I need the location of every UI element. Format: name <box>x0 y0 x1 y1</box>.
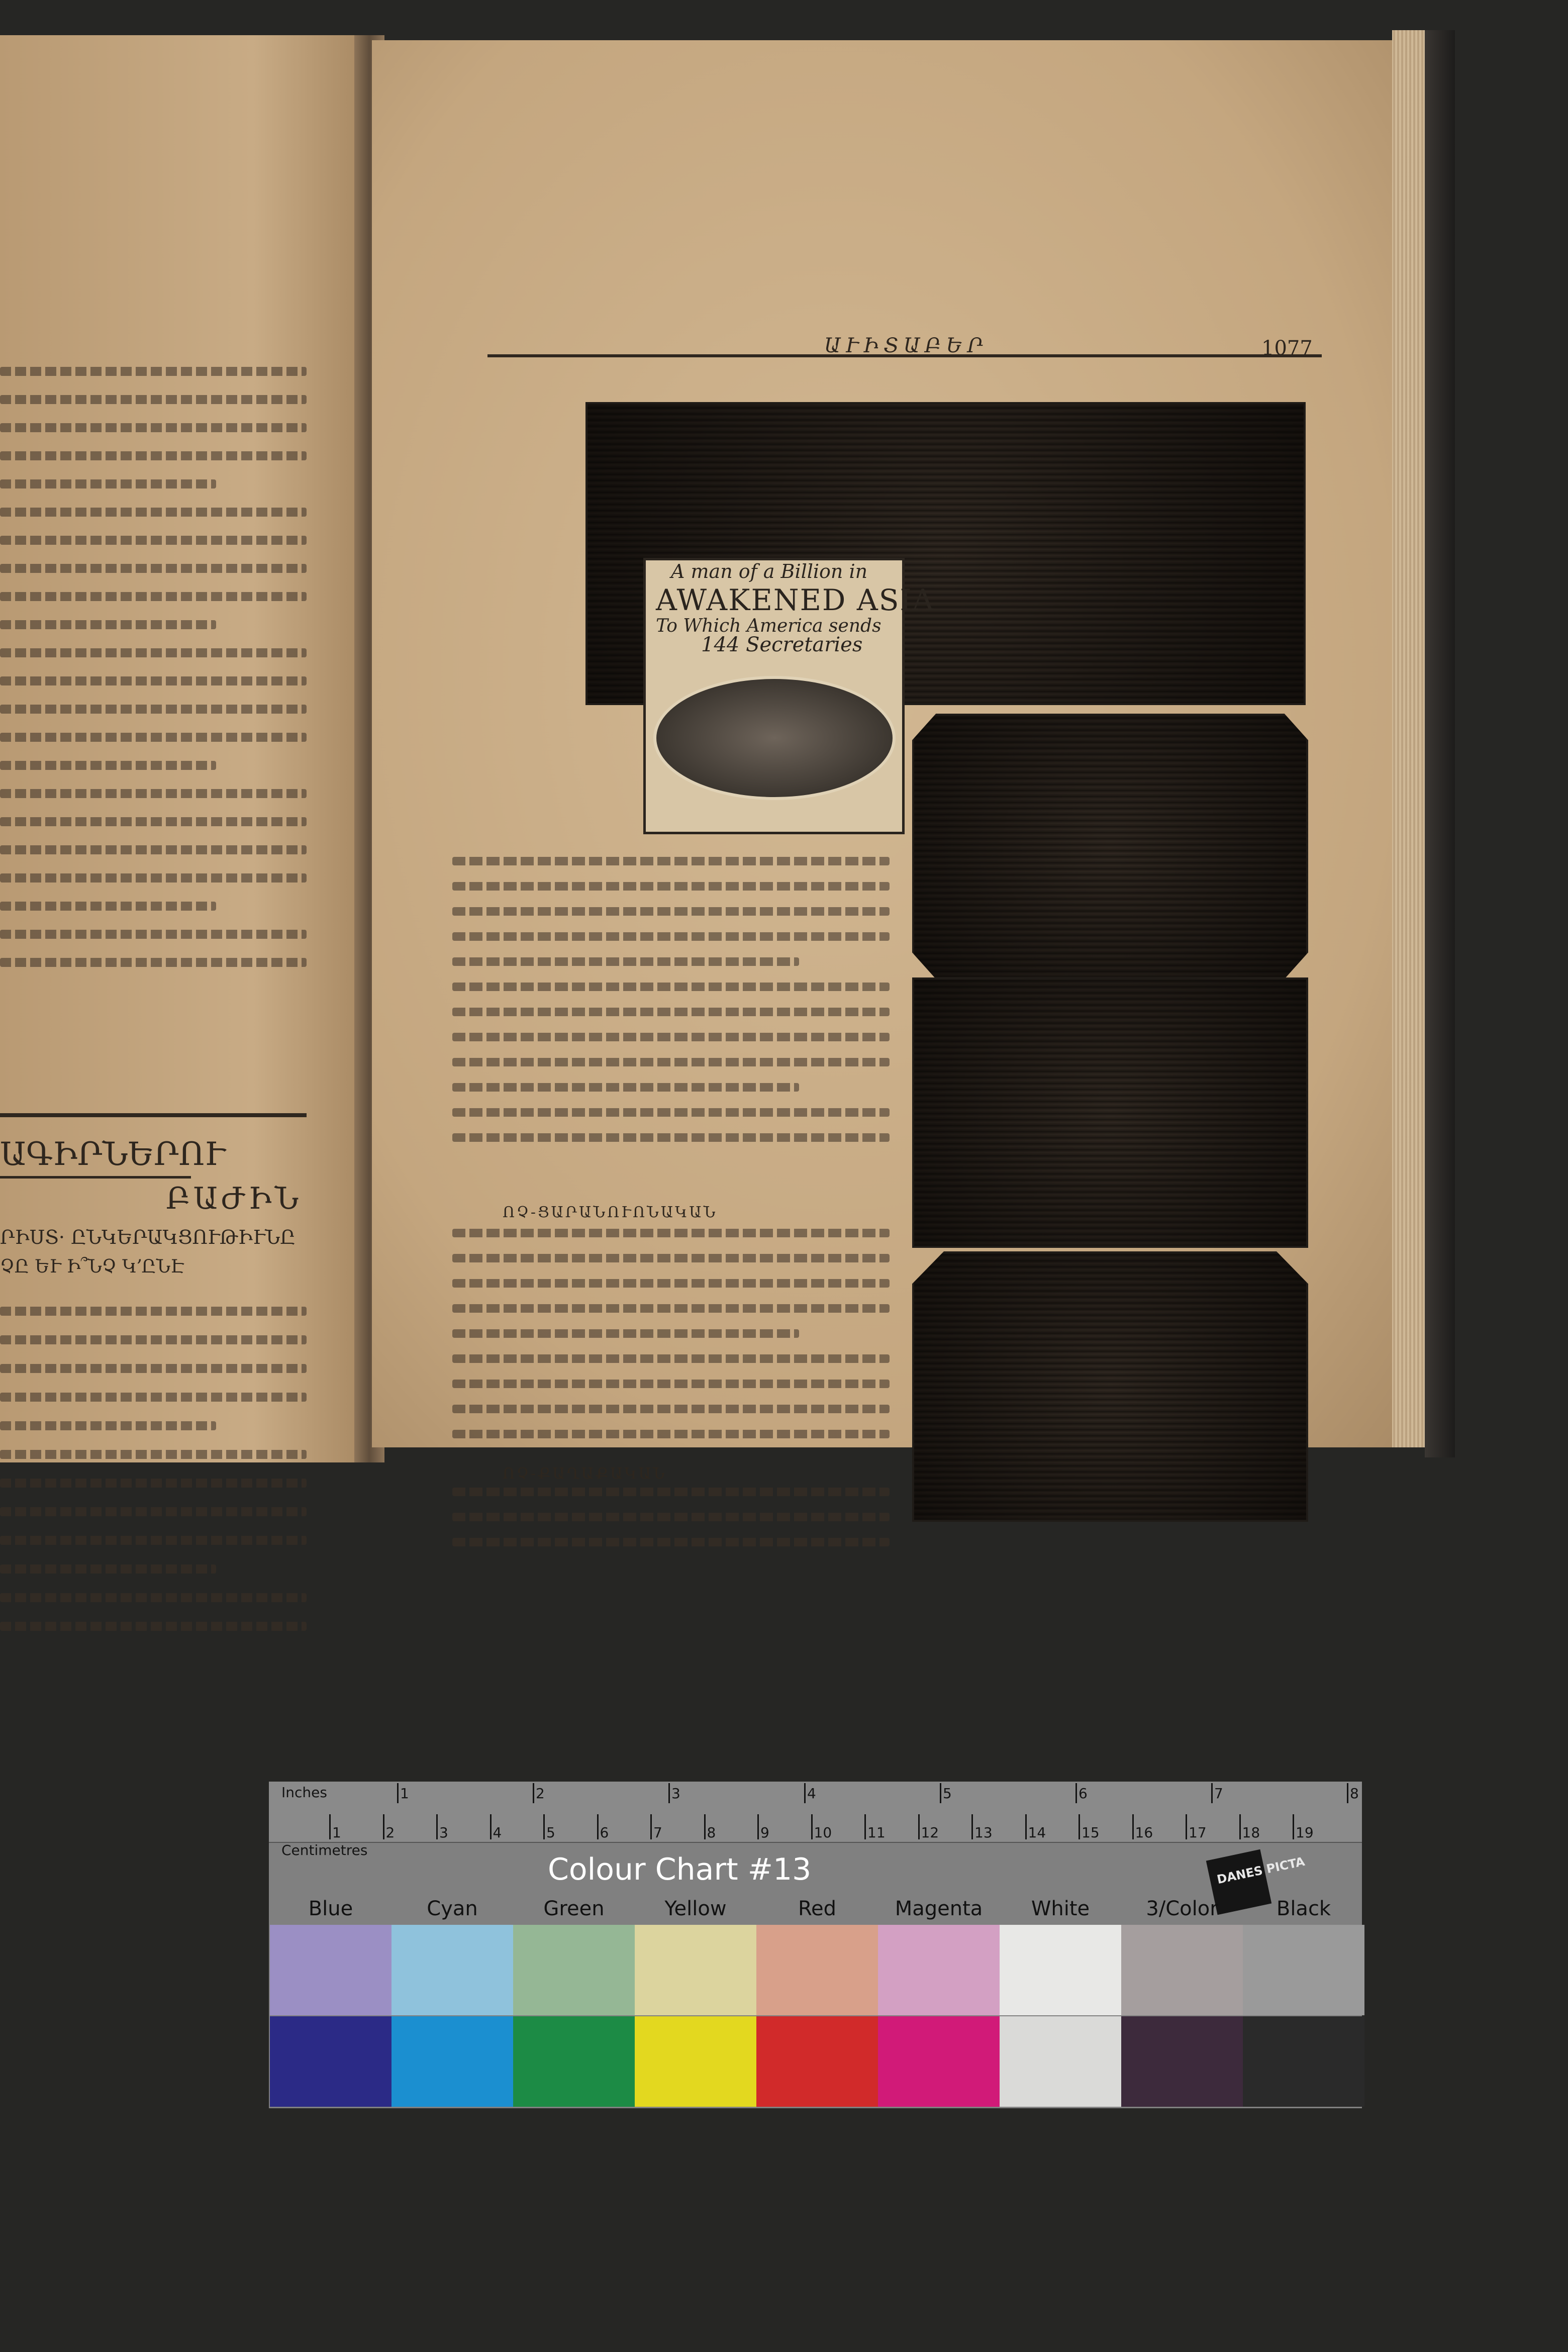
page-edges <box>1392 30 1425 1447</box>
cm-tick <box>918 1814 920 1839</box>
cm-number: 3 <box>439 1824 448 1841</box>
left-text-line <box>0 733 307 742</box>
right-text-line <box>452 1430 890 1438</box>
cm-tick <box>1079 1814 1080 1839</box>
left-text-line <box>0 395 307 404</box>
inch-number: 5 <box>943 1785 952 1802</box>
cm-tick <box>864 1814 866 1839</box>
right-text-line <box>452 1108 890 1117</box>
cm-tick <box>490 1814 492 1839</box>
swatch-dark <box>878 2016 1000 2107</box>
cm-number: 15 <box>1082 1824 1100 1841</box>
inch-tick <box>1347 1783 1348 1803</box>
swatch-dark <box>1243 2016 1364 2107</box>
book-cover <box>1425 30 1455 1457</box>
right-text-line <box>452 1488 890 1496</box>
left-text-line <box>0 1450 307 1459</box>
swatch-label: Green <box>543 1897 605 1920</box>
right-text-line <box>452 1513 890 1521</box>
cm-number: 1 <box>332 1824 341 1841</box>
right-text-line <box>452 1033 890 1041</box>
left-text-line <box>0 1393 307 1402</box>
swatch-light <box>270 1925 391 2015</box>
inch-tick <box>397 1783 399 1803</box>
left-text-line <box>0 930 307 939</box>
cm-number: 18 <box>1242 1824 1260 1841</box>
cm-tick <box>811 1814 813 1839</box>
swatch-light <box>391 1925 513 2015</box>
poster-line-4: 144 Secretaries <box>701 633 863 656</box>
inch-number: 2 <box>536 1785 545 1802</box>
swatch-light <box>756 1925 878 2015</box>
right-text-line <box>452 1133 890 1142</box>
swatch-dark <box>635 2016 756 2107</box>
cm-tick <box>436 1814 438 1839</box>
right-text-line <box>452 857 890 865</box>
left-heading-underline <box>0 1176 191 1179</box>
left-text-line <box>0 648 307 657</box>
swatch-label: Blue <box>308 1897 353 1920</box>
right-section-heading-1: ՈՉ-ՑԱՐԱՆՈՒՈՆԱԿԱՆ <box>503 1204 718 1221</box>
left-page <box>0 35 362 1462</box>
cm-number: 12 <box>921 1824 939 1841</box>
swatch-label: Magenta <box>895 1897 983 1920</box>
right-text-line <box>452 983 890 991</box>
cm-number: 7 <box>653 1824 662 1841</box>
right-text-line <box>452 1083 799 1092</box>
cm-number: 17 <box>1189 1824 1207 1841</box>
left-text-line <box>0 1421 216 1430</box>
cm-tick <box>650 1814 652 1839</box>
left-text-line <box>0 1622 307 1631</box>
swatch-dark <box>1000 2016 1121 2107</box>
logo-text: DANES PICTA <box>1215 1854 1306 1887</box>
swatch-light <box>513 1925 635 2015</box>
swatch-label: Cyan <box>427 1897 478 1920</box>
swatch-label: Black <box>1276 1897 1331 1920</box>
poster-line-3: To Which America sends <box>656 616 881 636</box>
swatch-dark <box>756 2016 878 2107</box>
inch-number: 6 <box>1079 1785 1088 1802</box>
swatch-light <box>1000 1925 1121 2015</box>
gymnastics-photo <box>912 714 1308 979</box>
left-text-line <box>0 1536 307 1545</box>
cm-tick <box>543 1814 545 1839</box>
poster-line-2: AWAKENED ASIA <box>656 583 935 617</box>
swatch-label: Red <box>798 1897 836 1920</box>
left-text-line <box>0 1564 216 1574</box>
left-text-line <box>0 1479 307 1488</box>
swatch-dark <box>1121 2016 1243 2107</box>
swatch-label: 3/Color <box>1146 1897 1218 1920</box>
right-text-line <box>452 1058 890 1066</box>
left-text-line <box>0 761 216 770</box>
right-text-line <box>452 932 890 941</box>
cm-tick <box>1239 1814 1241 1839</box>
right-text-line <box>452 1279 890 1288</box>
running-head: ԱՒԻՏԱԲԵՐ <box>824 334 988 357</box>
left-text-line <box>0 789 307 798</box>
swatch-light <box>1243 1925 1364 2015</box>
cm-tick <box>329 1814 331 1839</box>
centimetres-label: Centimetres <box>281 1842 368 1858</box>
inch-tick <box>804 1783 806 1803</box>
cm-tick <box>1293 1814 1294 1839</box>
left-text-line <box>0 423 307 432</box>
right-text-line <box>452 1538 890 1546</box>
left-text-line <box>0 479 216 488</box>
cm-number: 11 <box>867 1824 886 1841</box>
right-text-line <box>452 1329 799 1338</box>
left-text-line <box>0 1593 307 1602</box>
swatch-light <box>1121 1925 1243 2015</box>
swatch-dark <box>270 2016 391 2107</box>
inch-tick <box>533 1783 534 1803</box>
left-text-line <box>0 620 216 629</box>
swatch-label: White <box>1031 1897 1090 1920</box>
left-text-line <box>0 1364 307 1373</box>
cm-number: 8 <box>707 1824 716 1841</box>
cm-tick <box>383 1814 384 1839</box>
left-text-line <box>0 564 307 573</box>
left-page-rule <box>0 1113 307 1117</box>
inches-label: Inches <box>281 1784 327 1801</box>
left-article-title: ՐԻՍՏ· ԸՆԿԵՐԱԿՑՈՒԹԻՒՆԸ <box>0 1226 296 1248</box>
cm-tick <box>704 1814 706 1839</box>
left-text-line <box>0 845 307 854</box>
right-text-line <box>452 1008 890 1016</box>
inch-number: 7 <box>1214 1785 1223 1802</box>
inch-number: 3 <box>671 1785 680 1802</box>
left-text-line <box>0 451 307 460</box>
cm-number: 4 <box>493 1824 502 1841</box>
left-text-line <box>0 1307 307 1316</box>
inch-number: 8 <box>1350 1785 1359 1802</box>
left-text-line <box>0 508 307 517</box>
cm-number: 14 <box>1028 1824 1046 1841</box>
crowd-photo <box>912 977 1308 1248</box>
cm-number: 19 <box>1296 1824 1314 1841</box>
right-text-line <box>452 1354 890 1363</box>
chart-title: Colour Chart #13 <box>548 1852 812 1887</box>
cm-tick <box>597 1814 599 1839</box>
cm-number: 6 <box>600 1824 609 1841</box>
left-section-heading: ԱԳԻՐՆԵՐՈՒ <box>0 1136 225 1173</box>
left-text-line <box>0 873 307 883</box>
cm-tick <box>1186 1814 1187 1839</box>
inch-tick <box>1211 1783 1213 1803</box>
left-text-line <box>0 367 307 376</box>
right-text-line <box>452 1229 890 1237</box>
right-text-line <box>452 957 799 966</box>
left-text-line <box>0 1507 307 1516</box>
cm-number: 2 <box>385 1824 395 1841</box>
cm-tick <box>1025 1814 1027 1839</box>
right-text-line <box>452 1304 890 1313</box>
right-text-line <box>452 1254 890 1262</box>
inch-tick <box>1075 1783 1077 1803</box>
inch-number: 4 <box>807 1785 816 1802</box>
cm-tick <box>1132 1814 1134 1839</box>
inch-tick <box>940 1783 941 1803</box>
left-text-line <box>0 676 307 685</box>
cm-number: 5 <box>546 1824 555 1841</box>
swatch-light <box>878 1925 1000 2015</box>
left-article-subtitle: ՉԸ ԵՒ Ի՞ՆՉ Կ՚ԸՆԷ <box>0 1256 184 1277</box>
cm-number: 16 <box>1135 1824 1153 1841</box>
inch-number: 1 <box>400 1785 409 1802</box>
cm-tick <box>971 1814 973 1839</box>
swatch-dark <box>391 2016 513 2107</box>
cm-number: 9 <box>760 1824 769 1841</box>
left-text-line <box>0 958 307 967</box>
swatch-dark <box>513 2016 635 2107</box>
swatch-light <box>635 1925 756 2015</box>
inch-tick <box>668 1783 670 1803</box>
left-text-line <box>0 902 216 911</box>
left-section-subheading: ԲԱԺԻՆ <box>166 1181 302 1216</box>
left-text-line <box>0 1335 307 1344</box>
swatch-label: Yellow <box>664 1897 727 1920</box>
right-text-line <box>452 907 890 916</box>
page-number: 1077 <box>1261 337 1313 360</box>
classroom-photo <box>912 1251 1308 1522</box>
cm-tick <box>757 1814 759 1839</box>
cm-number: 10 <box>814 1824 832 1841</box>
poster-line-1: A man of a Billion in <box>671 560 868 582</box>
right-section-heading-2: ՈՉ-ՔԱՂԱՔԱԿԱՆ <box>503 1465 667 1483</box>
left-text-line <box>0 817 307 826</box>
poster-oval-photo <box>653 676 896 800</box>
left-text-line <box>0 705 307 714</box>
cm-number: 13 <box>974 1824 993 1841</box>
left-text-line <box>0 536 307 545</box>
left-text-line <box>0 592 307 601</box>
right-text-line <box>452 1380 890 1388</box>
right-text-line <box>452 1405 890 1413</box>
right-text-line <box>452 882 890 891</box>
